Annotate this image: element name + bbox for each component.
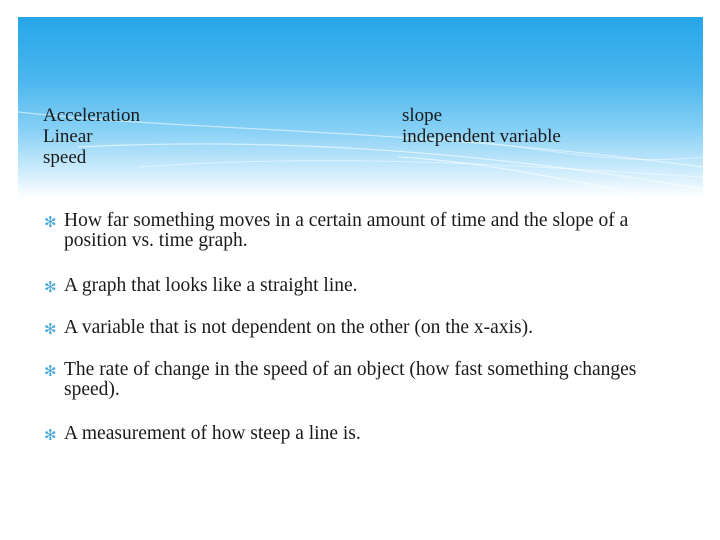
asterisk-bullet-icon: ✻ (44, 213, 57, 231)
definition-item-3 (44, 318, 684, 338)
definition-item-5 (44, 424, 684, 444)
definition-text: A variable that is not dependent on the other (on the x-axis). (64, 317, 533, 338)
definition-text: The rate of change in the speed of an object (how fast something changes speed). (64, 359, 637, 400)
definition-item-2 (44, 276, 684, 296)
definition-text: A graph that looks like a straight line. (64, 275, 358, 296)
definition-item-1 (44, 211, 684, 251)
definition-text: How far something moves in a certain amount of time and the slope of a position vs. time graph. (64, 210, 629, 251)
term-acceleration: Acceleration (43, 105, 141, 126)
term-independent-variable: independent variable (402, 126, 561, 147)
term-slope: slope (402, 105, 443, 126)
asterisk-bullet-icon: ✻ (44, 362, 57, 380)
asterisk-bullet-icon: ✻ (44, 320, 57, 338)
asterisk-bullet-icon: ✻ (44, 426, 57, 444)
definition-text: A measurement of how steep a line is. (64, 423, 361, 444)
definition-item-4 (44, 360, 684, 400)
asterisk-bullet-icon: ✻ (44, 278, 57, 296)
term-linear: Linear (43, 126, 93, 147)
term-speed: speed (43, 147, 87, 168)
